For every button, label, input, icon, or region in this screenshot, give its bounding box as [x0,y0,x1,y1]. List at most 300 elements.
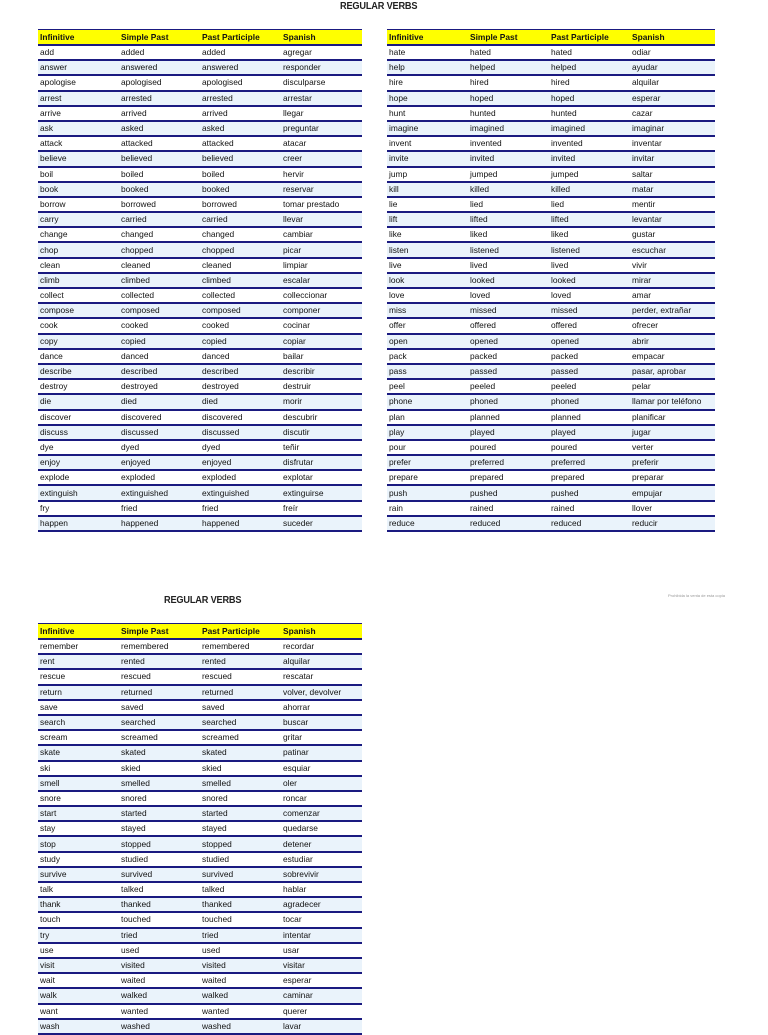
cell-infinitive: explode [38,470,119,485]
table-row [387,364,715,379]
cell-simple-past: exploded [119,470,200,485]
cell-spanish: esperar [281,973,362,988]
cell-infinitive: return [38,685,119,700]
table-row [38,700,362,715]
cell-past-participle: described [200,364,281,379]
cell-infinitive: walk [38,988,119,1003]
page-title: REGULAR VERBS [340,1,418,12]
cell-infinitive: imagine [387,121,468,136]
cell-simple-past: dyed [119,440,200,455]
cell-simple-past: rescued [119,669,200,684]
cell-spanish: suceder [281,516,362,531]
table-row [38,685,362,700]
cell-spanish: empujar [630,485,715,500]
cell-spanish: patinar [281,745,362,760]
cell-simple-past: screamed [119,730,200,745]
table-row [38,852,362,867]
cell-simple-past: attacked [119,136,200,151]
cell-infinitive: wash [38,1019,119,1034]
cell-spanish: ahorrar [281,700,362,715]
cell-infinitive: rain [387,501,468,516]
cell-spanish: planificar [630,410,715,425]
cell-infinitive: live [387,258,468,273]
cell-spanish: esperar [630,91,715,106]
table-row [38,303,362,318]
table-row [38,410,362,425]
table-row [38,227,362,242]
cell-simple-past: missed [468,303,549,318]
table-row [387,60,715,75]
table-row [38,928,362,943]
cell-infinitive: die [38,394,119,409]
cell-simple-past: cooked [119,318,200,333]
table-row [38,943,362,958]
table-row [38,60,362,75]
cell-past-participle: liked [549,227,630,242]
cell-infinitive: visit [38,958,119,973]
cell-infinitive: remember [38,639,119,654]
cell-past-participle: missed [549,303,630,318]
cell-spanish: estudiar [281,852,362,867]
cell-spanish: preferir [630,455,715,470]
cell-past-participle: washed [200,1019,281,1034]
cell-spanish: reservar [281,182,362,197]
cell-spanish: cambiar [281,227,362,242]
cell-simple-past: listened [468,242,549,257]
cell-spanish: jugar [630,425,715,440]
cell-past-participle: chopped [200,242,281,257]
cell-spanish: volver, devolver [281,685,362,700]
cell-infinitive: hire [387,75,468,90]
table-row [38,334,362,349]
cell-past-participle: hired [549,75,630,90]
cell-spanish: saltar [630,167,715,182]
table-row [38,394,362,409]
table-row [38,75,362,90]
cell-simple-past: carried [119,212,200,227]
table-row [387,455,715,470]
verbs-table-bottom [38,623,362,1035]
cell-infinitive: discuss [38,425,119,440]
cell-past-participle: peeled [549,379,630,394]
table-row [38,242,362,257]
cell-spanish: alquilar [630,75,715,90]
cell-spanish: atacar [281,136,362,151]
cell-infinitive: prepare [387,470,468,485]
cell-infinitive: touch [38,912,119,927]
table-row [387,182,715,197]
cell-simple-past: phoned [468,394,549,409]
cell-spanish: buscar [281,715,362,730]
cell-simple-past: walked [119,988,200,1003]
table-row [387,516,715,531]
cell-spanish: disculparse [281,75,362,90]
cell-simple-past: played [468,425,549,440]
table-row [38,167,362,182]
cell-spanish: roncar [281,791,362,806]
cell-spanish: disfrutar [281,455,362,470]
cell-spanish: vivir [630,258,715,273]
cell-past-participle: stayed [200,821,281,836]
cell-past-participle: apologised [200,75,281,90]
cell-past-participle: reduced [549,516,630,531]
table-row [38,455,362,470]
cell-infinitive: destroy [38,379,119,394]
cell-simple-past: searched [119,715,200,730]
cell-spanish: caminar [281,988,362,1003]
cell-past-participle: borrowed [200,197,281,212]
cell-spanish: gritar [281,730,362,745]
faint-note: Prohibida la venta de esta copia [668,593,725,598]
header-simple-past: Simple Past [468,30,549,46]
cell-infinitive: arrest [38,91,119,106]
cell-past-participle: discussed [200,425,281,440]
cell-simple-past: discovered [119,410,200,425]
table-row [387,273,715,288]
cell-spanish: alquilar [281,654,362,669]
cell-simple-past: stayed [119,821,200,836]
cell-simple-past: apologised [119,75,200,90]
cell-infinitive: invent [387,136,468,151]
cell-spanish: ofrecer [630,318,715,333]
table-row [38,516,362,531]
table-row [38,425,362,440]
cell-past-participle: hoped [549,91,630,106]
cell-infinitive: clean [38,258,119,273]
cell-spanish: descubrir [281,410,362,425]
cell-infinitive: copy [38,334,119,349]
table-row [387,91,715,106]
table-row [387,425,715,440]
cell-simple-past: washed [119,1019,200,1034]
cell-infinitive: offer [387,318,468,333]
cell-simple-past: asked [119,121,200,136]
table-row [387,242,715,257]
cell-infinitive: lift [387,212,468,227]
cell-simple-past: reduced [468,516,549,531]
cell-past-participle: used [200,943,281,958]
cell-infinitive: thank [38,897,119,912]
table-row [38,791,362,806]
cell-past-participle: added [200,45,281,60]
header-infinitive: Infinitive [38,624,119,640]
cell-spanish: cazar [630,106,715,121]
cell-spanish: teñir [281,440,362,455]
cell-past-participle: boiled [200,167,281,182]
cell-simple-past: rented [119,654,200,669]
cell-infinitive: rent [38,654,119,669]
cell-spanish: llover [630,501,715,516]
cell-simple-past: invented [468,136,549,151]
cell-past-participle: passed [549,364,630,379]
cell-spanish: extinguirse [281,485,362,500]
cell-past-participle: copied [200,334,281,349]
cell-simple-past: discussed [119,425,200,440]
cell-past-participle: composed [200,303,281,318]
cell-past-participle: listened [549,242,630,257]
cell-simple-past: borrowed [119,197,200,212]
cell-spanish: perder, extrañar [630,303,715,318]
cell-infinitive: scream [38,730,119,745]
cell-infinitive: invite [387,151,468,166]
cell-infinitive: believe [38,151,119,166]
table-row [38,273,362,288]
cell-past-participle: dyed [200,440,281,455]
cell-infinitive: smell [38,776,119,791]
table-row [38,349,362,364]
cell-infinitive: carry [38,212,119,227]
cell-past-participle: booked [200,182,281,197]
table-row [387,197,715,212]
cell-past-participle: helped [549,60,630,75]
cell-spanish: hervir [281,167,362,182]
table-row [387,121,715,136]
cell-spanish: empacar [630,349,715,364]
cell-infinitive: attack [38,136,119,151]
cell-simple-past: passed [468,364,549,379]
cell-infinitive: push [387,485,468,500]
cell-spanish: esquiar [281,761,362,776]
cell-spanish: explotar [281,470,362,485]
cell-simple-past: skated [119,745,200,760]
cell-past-participle: invited [549,151,630,166]
cell-simple-past: cleaned [119,258,200,273]
verbs-table-left [38,29,362,532]
cell-spanish: hablar [281,882,362,897]
cell-past-participle: thanked [200,897,281,912]
cell-infinitive: search [38,715,119,730]
header-infinitive: Infinitive [38,30,119,46]
cell-past-participle: killed [549,182,630,197]
cell-infinitive: hunt [387,106,468,121]
cell-past-participle: extinguished [200,485,281,500]
cell-infinitive: hate [387,45,468,60]
cell-spanish: ayudar [630,60,715,75]
cell-past-participle: preferred [549,455,630,470]
cell-spanish: escalar [281,273,362,288]
cell-past-participle: pushed [549,485,630,500]
cell-spanish: invitar [630,151,715,166]
cell-spanish: verter [630,440,715,455]
table-header-row [38,624,362,640]
cell-past-participle: imagined [549,121,630,136]
cell-simple-past: enjoyed [119,455,200,470]
cell-past-participle: looked [549,273,630,288]
cell-past-participle: attacked [200,136,281,151]
cell-simple-past: pushed [468,485,549,500]
table-row [387,227,715,242]
cell-spanish: preguntar [281,121,362,136]
cell-past-participle: planned [549,410,630,425]
table-row [38,318,362,333]
cell-simple-past: invited [468,151,549,166]
cell-past-participle: danced [200,349,281,364]
cell-infinitive: pack [387,349,468,364]
cell-simple-past: prepared [468,470,549,485]
cell-spanish: querer [281,1004,362,1019]
cell-simple-past: studied [119,852,200,867]
header-simple-past: Simple Past [119,624,200,640]
table-row [38,182,362,197]
table-row [38,121,362,136]
cell-simple-past: planned [468,410,549,425]
cell-simple-past: packed [468,349,549,364]
cell-past-participle: carried [200,212,281,227]
cell-simple-past: hired [468,75,549,90]
cell-past-participle: phoned [549,394,630,409]
header-past-participle: Past Participle [200,30,281,46]
cell-past-participle: asked [200,121,281,136]
cell-simple-past: added [119,45,200,60]
cell-simple-past: described [119,364,200,379]
cell-simple-past: fried [119,501,200,516]
cell-spanish: abrir [630,334,715,349]
cell-past-participle: hunted [549,106,630,121]
cell-past-participle: offered [549,318,630,333]
cell-infinitive: compose [38,303,119,318]
cell-infinitive: arrive [38,106,119,121]
cell-spanish: reducir [630,516,715,531]
cell-infinitive: miss [387,303,468,318]
table-row [38,106,362,121]
cell-past-participle: touched [200,912,281,927]
cell-spanish: visitar [281,958,362,973]
cell-spanish: imaginar [630,121,715,136]
cell-simple-past: skied [119,761,200,776]
cell-simple-past: hunted [468,106,549,121]
table-row [38,806,362,821]
cell-infinitive: dye [38,440,119,455]
cell-infinitive: look [387,273,468,288]
cell-infinitive: fry [38,501,119,516]
cell-past-participle: walked [200,988,281,1003]
cell-spanish: detener [281,836,362,851]
cell-past-participle: poured [549,440,630,455]
header-past-participle: Past Participle [200,624,281,640]
cell-simple-past: extinguished [119,485,200,500]
cell-spanish: matar [630,182,715,197]
table-row [387,75,715,90]
table-row [38,730,362,745]
cell-spanish: componer [281,303,362,318]
cell-infinitive: wait [38,973,119,988]
cell-simple-past: changed [119,227,200,242]
cell-past-participle: packed [549,349,630,364]
cell-simple-past: looked [468,273,549,288]
table-row [387,106,715,121]
cell-infinitive: pass [387,364,468,379]
cell-simple-past: remembered [119,639,200,654]
header-spanish: Spanish [630,30,715,46]
cell-infinitive: ski [38,761,119,776]
cell-simple-past: lied [468,197,549,212]
cell-infinitive: lie [387,197,468,212]
cell-past-participle: visited [200,958,281,973]
cell-past-participle: survived [200,867,281,882]
cell-infinitive: talk [38,882,119,897]
cell-past-participle: remembered [200,639,281,654]
cell-infinitive: skate [38,745,119,760]
cell-spanish: gustar [630,227,715,242]
cell-infinitive: discover [38,410,119,425]
cell-past-participle: enjoyed [200,455,281,470]
cell-infinitive: stop [38,836,119,851]
cell-infinitive: listen [387,242,468,257]
cell-spanish: sobrevivir [281,867,362,882]
cell-simple-past: arrested [119,91,200,106]
table-row [38,212,362,227]
cell-simple-past: imagined [468,121,549,136]
cell-simple-past: opened [468,334,549,349]
cell-past-participle: hated [549,45,630,60]
cell-infinitive: happen [38,516,119,531]
cell-simple-past: composed [119,303,200,318]
cell-simple-past: waited [119,973,200,988]
cell-infinitive: try [38,928,119,943]
table-row [38,485,362,500]
cell-infinitive: borrow [38,197,119,212]
table-row [38,364,362,379]
table-row [38,1019,362,1034]
cell-spanish: usar [281,943,362,958]
cell-simple-past: jumped [468,167,549,182]
cell-infinitive: jump [387,167,468,182]
cell-spanish: bailar [281,349,362,364]
table-row [38,882,362,897]
cell-spanish: inventar [630,136,715,151]
table-row [38,136,362,151]
cell-simple-past: snored [119,791,200,806]
cell-past-participle: opened [549,334,630,349]
cell-spanish: discutir [281,425,362,440]
table-row [387,258,715,273]
cell-spanish: llegar [281,106,362,121]
table-row [38,91,362,106]
cell-past-participle: cleaned [200,258,281,273]
cell-past-participle: cooked [200,318,281,333]
cell-simple-past: arrived [119,106,200,121]
table-row [387,379,715,394]
cell-infinitive: love [387,288,468,303]
table-row [387,151,715,166]
cell-infinitive: cook [38,318,119,333]
cell-infinitive: pour [387,440,468,455]
cell-infinitive: chop [38,242,119,257]
cell-infinitive: want [38,1004,119,1019]
cell-simple-past: answered [119,60,200,75]
table-row [38,867,362,882]
table-row [38,258,362,273]
table-row [38,715,362,730]
cell-past-participle: jumped [549,167,630,182]
cell-simple-past: hated [468,45,549,60]
cell-past-participle: talked [200,882,281,897]
cell-past-participle: lied [549,197,630,212]
header-spanish: Spanish [281,30,362,46]
table-header-row [38,30,362,46]
cell-past-participle: arrested [200,91,281,106]
cell-past-participle: smelled [200,776,281,791]
cell-spanish: tocar [281,912,362,927]
cell-infinitive: use [38,943,119,958]
cell-spanish: colleccionar [281,288,362,303]
cell-past-participle: destroyed [200,379,281,394]
cell-past-participle: discovered [200,410,281,425]
cell-past-participle: saved [200,700,281,715]
cell-past-participle: died [200,394,281,409]
table-row [387,318,715,333]
cell-past-participle: lifted [549,212,630,227]
